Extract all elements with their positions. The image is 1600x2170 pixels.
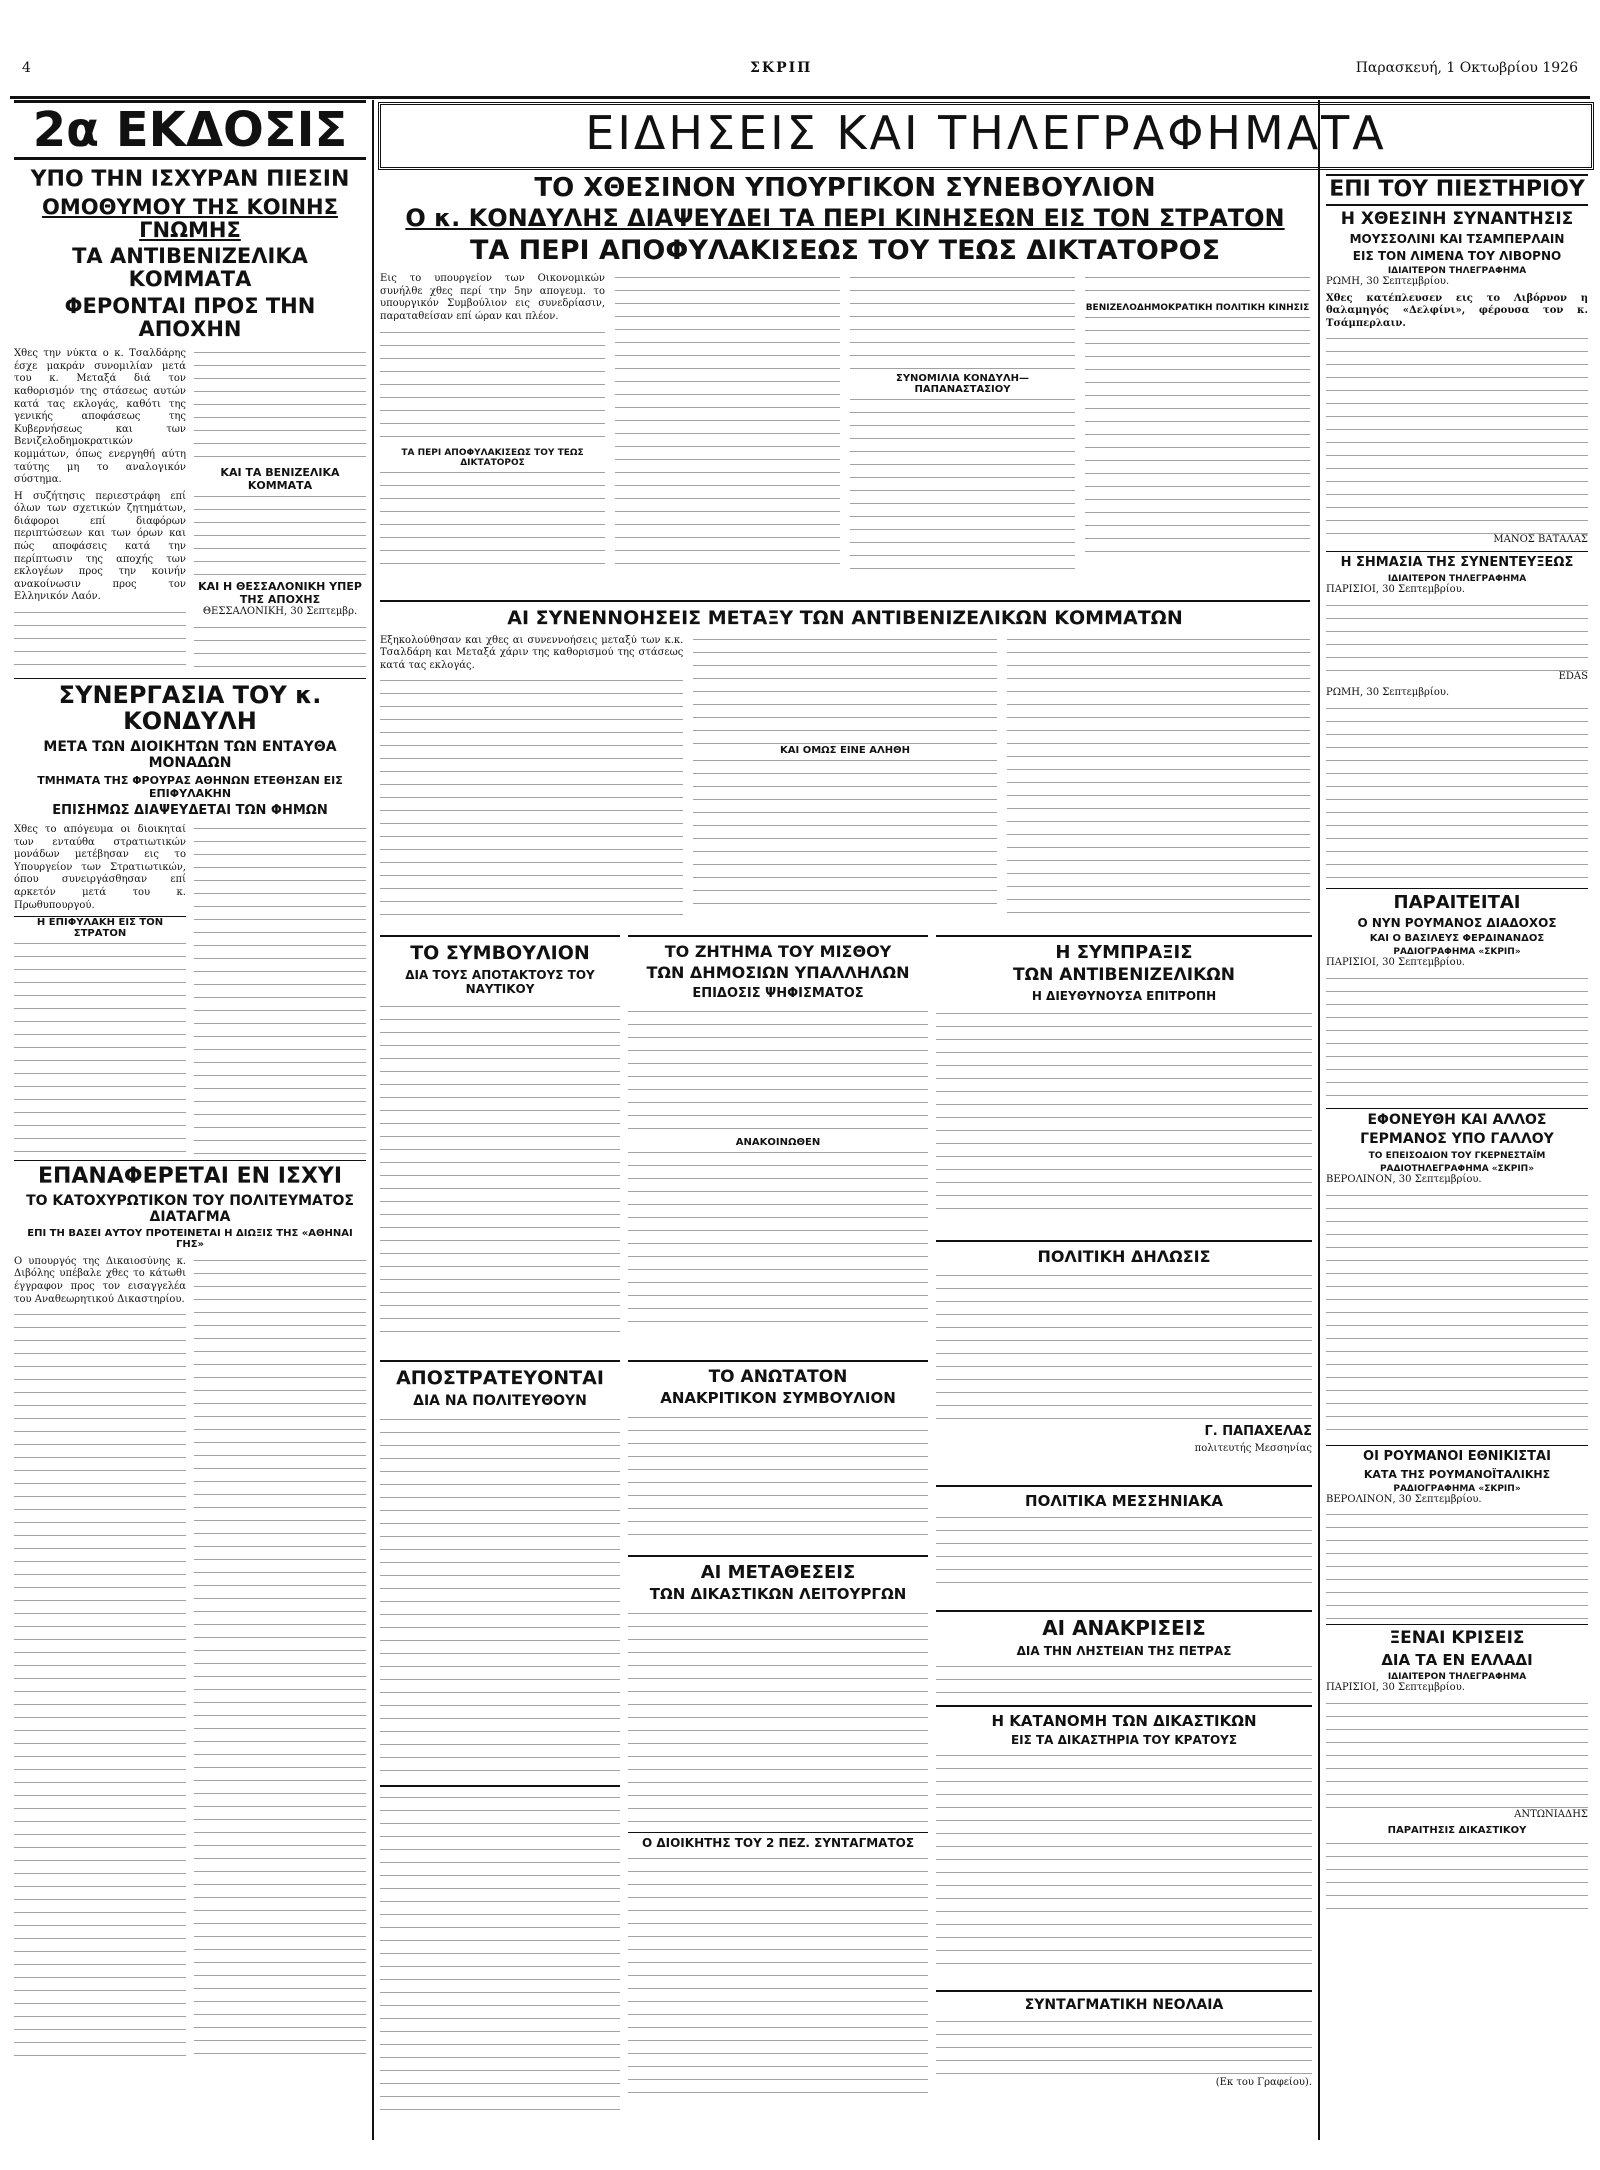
body-text-block bbox=[380, 468, 605, 568]
subheadline: Ο κ. ΚΟΝΔΥΛΗΣ ΔΙΑΨΕΥΔΕΙ ΤΑ ΠΕΡΙ ΚΙΝΗΣΕΩΝ ΕΙΣ ΤΟΝ ΣΤΡΑΤΟΝ bbox=[405, 204, 1285, 233]
subheadline: ΓΕΡΜΑΝΟΣ ΥΠΟ ΓΑΛΛΟΥ bbox=[1360, 1131, 1554, 1148]
investigations-article bbox=[936, 1610, 1312, 1702]
section-heading: ΚΑΙ Η ΘΕΣΣΑΛΟΝΙΚΗ ΥΠΕΡ ΤΗΣ ΑΠΟΧΗΣ bbox=[198, 580, 362, 607]
body-text-block bbox=[380, 676, 683, 924]
body-text-block bbox=[1326, 334, 1588, 534]
article-paragraph: Χθες κατέπλευσεν εις το Λιβόρνον η θαλαμηγός «Δελφίνι», φέρουσα τον κ. Τσάμπερλαιν. bbox=[1326, 292, 1588, 329]
body-text-block bbox=[194, 1256, 366, 2056]
body-text-block bbox=[693, 635, 996, 745]
body-text-block bbox=[14, 608, 186, 674]
section-banner bbox=[378, 102, 1594, 170]
body-text-block bbox=[1326, 974, 1588, 1104]
headline-line: ΤΑ ΑΝΤΙΒΕΝΙΖΕΛΙΚΑ ΚΟΜΜΑΤΑ bbox=[72, 244, 308, 292]
body-text-block bbox=[1326, 1699, 1588, 1809]
continued-article bbox=[380, 1785, 620, 2117]
subheadline: Η ΔΙΕΥΘΥΝΟΥΣΑ ΕΠΙΤΡΟΠΗ bbox=[1031, 988, 1217, 1003]
body-text-block bbox=[628, 1609, 928, 1829]
subheadline: ΔΙΑ ΝΑ ΠΟΛΙΤΕΥΘΟΥΝ bbox=[413, 1392, 587, 1409]
body-text-block bbox=[936, 1271, 1312, 1421]
wire-label: ΙΔΙΑΙΤΕΡΟΝ ΤΗΛΕΓΡΑΦΗΜΑ bbox=[1387, 1671, 1527, 1682]
agency: ΕDAS bbox=[1558, 670, 1588, 682]
subheadline: ΔΙΑ ΤΗΝ ΛΗΣΤΕΙΑΝ ΤΗΣ ΠΕΤΡΑΣ bbox=[1016, 1643, 1232, 1658]
subheadline: ΤΩΝ ΔΙΚΑΣΤΙΚΩΝ ΛΕΙΤΟΥΡΓΩΝ bbox=[649, 1585, 907, 1604]
dateline: ΡΩΜΗ, 30 Σεπτεμβρίου. bbox=[1326, 687, 1450, 699]
subheadline: ΤΑ ΠΕΡΙ ΑΠΟΦΥΛΑΚΙΣΕΩΣ ΤΟΥ ΤΕΩΣ ΔΙΚΤΑΤΟΡΟΣ bbox=[469, 234, 1221, 266]
body-text-block bbox=[380, 1002, 620, 1332]
source-note: (Εκ του Γραφείου). bbox=[1215, 2077, 1312, 2089]
body-text-block bbox=[380, 1415, 620, 1775]
subheadline: ΕΙΣ ΤΟΝ ΛΙΜΕΝΑ ΤΟΥ ΛΙΒΟΡΝΟ bbox=[1352, 249, 1562, 264]
body-text-block bbox=[194, 824, 366, 1154]
headline-line: ΟΜΟΘΥΜΟΥ ΤΗΣ ΚΟΙΝΗΣ ΓΝΩΜΗΣ bbox=[42, 195, 338, 242]
wire-label: ΡΑΔΙΟΤΗΛΕΓΡΑΦΗΜΑ «ΣΚΡΙΠ» bbox=[1379, 1164, 1535, 1175]
subheadline: ΕΠΙ ΤΗ ΒΑΣΕΙ ΑΥΤΟΥ ΠΡΟΤΕΙΝΕΤΑΙ Η ΔΙΩΞΙΣ ΤΗΣ «ΑΘΗΝΑΙ ΓΗΣ» bbox=[27, 1227, 353, 1250]
body-text-block bbox=[628, 1854, 928, 2094]
body-text-block bbox=[194, 623, 366, 674]
body-text-block bbox=[850, 273, 1075, 373]
headline: ΕΠΙ ΤΟΥ ΠΙΕΣΤΗΡΙΟΥ bbox=[1326, 174, 1588, 206]
dateline: ΠΑΡΙΣΙΟΙ, 30 Σεπτεμβρίου. bbox=[1326, 1681, 1465, 1693]
signature: Γ. ΠΑΠΑΧΕΛΑΣ bbox=[1204, 1424, 1312, 1440]
headline: ΠΟΛΙΤΙΚΑ ΜΕΣΣΗΝΙΑΚΑ bbox=[1025, 1492, 1223, 1510]
dateline: ΘΕΣΣΑΛΟΝΙΚΗ, 30 Σεπτεμβρ. bbox=[202, 606, 358, 618]
wire-label: ΙΔΙΑΙΤΕΡΟΝ ΤΗΛΕΓΡΑΦΗΜΑ bbox=[1387, 266, 1527, 277]
column-rule bbox=[372, 100, 374, 2140]
body-text-block bbox=[1007, 635, 1310, 925]
headline: ΤΟ ΧΘΕΣΙΝΟΝ ΥΠΟΥΡΓΙΚΟΝ ΣΥΝΕΒΟΥΛΙΟΝ bbox=[534, 173, 1156, 203]
body-text-block bbox=[380, 1793, 620, 2113]
section-heading: ΤΑ ΠΕΡΙ ΑΠΟΦΥΛΑΚΙΣΕΩΣ ΤΟΥ ΤΕΩΣ ΔΙΚΤΑΤΟΡΟΣ bbox=[401, 447, 584, 468]
transfers-article bbox=[628, 1555, 928, 2117]
headline: ΠΑΡΑΙΤΕΙΤΑΙ bbox=[1393, 891, 1521, 913]
body-text-block bbox=[936, 1513, 1312, 1593]
body-text-block bbox=[1326, 1510, 1588, 1620]
body-text-block bbox=[194, 348, 366, 466]
edition-banner: 2α ΕΚΔΟΣΙΣ bbox=[14, 100, 366, 160]
body-text-block bbox=[14, 939, 186, 1156]
headline: ΤΟ ΖΗΤΗΜΑ ΤΟΥ ΜΙΣΘΟΥ bbox=[664, 942, 892, 961]
subheadline: ΜΕΤΑ ΤΩΝ ΔΙΟΙΚΗΤΩΝ ΤΩΝ ΕΝΤΑΥΘΑ ΜΟΝΑΔΩΝ bbox=[43, 738, 337, 771]
section-heading: Η ΕΠΙΦΥΛΑΚΗ ΕΙΣ ΤΟΝ ΣΤΡΑΤΟΝ bbox=[14, 916, 186, 939]
body-text-block bbox=[14, 1310, 186, 2056]
body-text-block bbox=[1326, 601, 1588, 671]
subheadline: ΤΩΝ ΑΝΤΙΒΕΝΙΖΕΛΙΚΩΝ bbox=[1013, 965, 1235, 986]
headline: ΑΙ ΣΥΝΕΝΝΟΗΣΕΙΣ ΜΕΤΑΞΥ ΤΩΝ ΑΝΤΙΒΕΝΙΖΕΛΙΚΩΝ ΚΟΜΜΑΤΩΝ bbox=[507, 607, 1183, 629]
supreme-article bbox=[628, 1360, 928, 1552]
salary-article bbox=[628, 935, 928, 1357]
section-heading: ΚΑΙ ΤΑ ΒΕΝΙΖΕΛΙΚΑ ΚΟΜΜΑΤΑ bbox=[220, 466, 340, 493]
left-column bbox=[14, 100, 366, 2150]
subheadline: ΔΙΑ ΤΟΥΣ ΑΠΟΤΑΚΤΟΥΣ ΤΟΥ ΝΑΥΤΙΚΟΥ bbox=[405, 967, 595, 996]
subheadline: ΕΠΙΣΗΜΩΣ ΔΙΑΨΕΥΔΕΤΑΙ ΤΩΝ ΦΗΜΩΝ bbox=[52, 802, 328, 818]
subheadline: Η ΧΘΕΣΙΝΗ ΣΥΝΑΝΤΗΣΙΣ bbox=[1340, 208, 1574, 229]
wire-label: ΡΑΔΙΟΓΡΑΦΗΜΑ «ΣΚΡΙΠ» bbox=[1393, 1483, 1521, 1494]
article-paragraph: Χθες το απόγευμα οι διοικηταί των ενταύθα στρατιωτικών μονάδων μετέβησαν εις το Υπουργείον των Στρατιωτικών, όπου συνειργάσθησαν επί αρκετόν μετά του κ. Πρωθυπουργού. bbox=[14, 823, 186, 911]
body-text-block bbox=[936, 2017, 1312, 2077]
headline: ΑΙ ΑΝΑΚΡΙΣΕΙΣ bbox=[1042, 1616, 1206, 1640]
headline: ΟΙ ΡΟΥΜΑΝΟΙ ΕΘΝΙΚΙΣΤΑΙ bbox=[1363, 1448, 1551, 1464]
wire-label: ΡΑΔΙΟΓΡΑΦΗΜΑ «ΣΚΡΙΠ» bbox=[1393, 947, 1521, 958]
body-text-block bbox=[1326, 704, 1588, 884]
political-article bbox=[936, 1240, 1312, 1482]
issue-date: Παρασκευή, 1 Οκτωβρίου 1926 bbox=[1355, 60, 1578, 76]
page-number: 4 bbox=[22, 60, 31, 76]
body-text-block bbox=[936, 1009, 1312, 1219]
headline: ΑΠΟΣΤΡΑΤΕΥΟΝΤΑΙ bbox=[396, 1367, 604, 1389]
body-text-block bbox=[628, 1148, 928, 1328]
section-heading: Ο ΔΙΟΙΚΗΤΗΣ ΤΟΥ 2 ΠΕΖ. ΣΥΝΤΑΓΜΑΤΟΣ bbox=[628, 1832, 928, 1850]
body-text-block bbox=[1326, 1191, 1588, 1441]
article-paragraph: Ο υπουργός της Δικαιοσύνης κ. Διβόλης υπέβαλε χθες το κάτωθι έγγραφον προς τον εισαγγελέα του Αναθεωρητικού Δικαστηρίου. bbox=[14, 1255, 186, 1305]
headline: ΠΟΛΙΤΙΚΗ ΔΗΛΩΣΙΣ bbox=[1037, 1247, 1211, 1266]
masthead bbox=[10, 56, 1590, 99]
dateline: ΡΩΜΗ, 30 Σεπτεμβρίου. bbox=[1326, 276, 1450, 288]
headline-line: ΦΕΡΟΝΤΑΙ ΠΡΟΣ ΤΗΝ ΑΠΟΧΗΝ bbox=[64, 293, 316, 341]
subheadline: ΤΩΝ ΔΗΜΟΣΙΩΝ ΥΠΑΛΛΗΛΩΝ bbox=[646, 963, 910, 983]
signature: ΜΑΝΟΣ ΒΑΤΑΛΑΣ bbox=[1493, 534, 1588, 546]
subheadline: ΜΟΥΣΣΟΛΙΝΙ ΚΑΙ ΤΣΑΜΠΕΡΛΑΙΝ bbox=[1349, 232, 1565, 247]
body-text-block bbox=[380, 328, 605, 448]
messinia-article bbox=[936, 1485, 1312, 1607]
headline: ΕΦΟΝΕΥΘΗ ΚΑΙ ΑΛΛΟΣ bbox=[1367, 1111, 1547, 1128]
headline: ΤΟ ΑΝΩΤΑΤΟΝ bbox=[708, 1367, 848, 1387]
headline: ΤΟ ΣΥΜΒΟΥΛΙΟΝ bbox=[410, 942, 590, 964]
dateline: ΠΑΡΙΣΙΟΙ, 30 Σεπτεμβρίου. bbox=[1326, 957, 1465, 969]
body-text-block bbox=[693, 756, 996, 916]
headline: ΣΥΝΕΡΓΑΣΙΑ ΤΟΥ κ. ΚΟΝΔΥΛΗ bbox=[58, 681, 322, 736]
cabinet-article bbox=[380, 170, 1310, 600]
demob-article bbox=[380, 1360, 620, 1782]
section-heading: ΒΕΝΙΖΕΛΟΔΗΜΟΚΡΑΤΙΚΗ ΠΟΛΙΤΙΚΗ ΚΙΝΗΣΙΣ bbox=[1085, 303, 1310, 314]
headline: ΕΠΑΝΑΦΕΡΕΤΑΙ ΕΝ ΙΣΧΥΙ bbox=[37, 1163, 343, 1189]
agreements-article bbox=[380, 600, 1310, 932]
headline: Η ΣΗΜΑΣΙΑ ΤΗΣ ΣΥΝΕΝΤΕΥΞΕΩΣ bbox=[1340, 555, 1574, 571]
body-text-block bbox=[936, 1662, 1312, 1702]
section-heading: ΣΥΝΟΜΙΛΙΑ ΚΟΝΔΥΛΗ—ΠΑΠΑΝΑΣΤΑΣΙΟΥ bbox=[895, 373, 1029, 396]
youth-article bbox=[936, 1990, 1312, 2117]
body-text-block bbox=[1085, 273, 1310, 303]
body-text-block bbox=[1326, 1839, 1588, 1909]
body-text-block bbox=[628, 1413, 928, 1543]
article-paragraph: Εξηκολούθησαν και χθες αι συνεννοήσεις μεταξύ των κ.κ. Τσαλδάρη και Μεταξά χάριν της καθορισμού της στάσεως κατά τας εκλογάς. bbox=[380, 634, 684, 671]
subheadline: ΕΠΙΔΟΣΙΣ ΨΗΦΙΣΜΑΤΟΣ bbox=[692, 985, 864, 1001]
column-rule bbox=[1318, 100, 1320, 2140]
signature: ΑΝΤΩΝΙΑΔΗΣ bbox=[1514, 1808, 1588, 1820]
section-heading: ΠΑΡΑΙΤΗΣΙΣ ΔΙΚΑΣΤΙΚΟΥ bbox=[1387, 1825, 1527, 1837]
body-text-block bbox=[194, 492, 366, 580]
body-text-block bbox=[850, 395, 1075, 573]
subheadline: ΔΙΑ ΤΑ ΕΝ ΕΛΛΑΔΙ bbox=[1381, 1650, 1533, 1669]
body-text-block bbox=[1085, 313, 1310, 563]
subheadline: Ο ΝΥΝ ΡΟΥΜΑΝΟΣ ΔΙΑΔΟΧΟΣ bbox=[1357, 916, 1557, 931]
dateline: ΒΕΡΟΛΙΝΟΝ, 30 Σεπτεμβρίου. bbox=[1326, 1493, 1482, 1505]
body-text-block bbox=[615, 273, 840, 573]
right-column bbox=[1326, 170, 1588, 2130]
navy-article bbox=[380, 935, 620, 1357]
body-text-block bbox=[936, 1751, 1312, 1971]
lead-paragraph: Η συζήτησις περιεστράφη επί όλων των σχετικών ζητημάτων, διάφοροι επί διαφόρων περιπτώσεων και των όρων και πώς αποφάσεις κατά την περίπτωσιν της αποχής των εκλογέων προς την κοινήν ανακοίνωσιν προς τον Ελληνικόν Λαόν. bbox=[14, 490, 186, 603]
body-text-block bbox=[628, 1007, 928, 1137]
subheadline: ΑΝΑΚΡΙΤΙΚΟΝ ΣΥΜΒΟΥΛΙΟΝ bbox=[660, 1389, 896, 1408]
signature-title: πολιτευτής Μεσσηνίας bbox=[1194, 1443, 1312, 1455]
banner-title: ΕΙΔΗΣΕΙΣ ΚΑΙ ΤΗΛΕΓΡΑΦΗΜΑΤΑ bbox=[585, 106, 1387, 160]
subheadline: ΚΑΤΑ ΤΗΣ ΡΟΥΜΑΝΟΪΤΑΛΙΚΗΣ bbox=[1363, 1467, 1551, 1481]
headline: ΣΥΝΤΑΓΜΑΤΙΚΗ ΝΕΟΛΑΙΑ bbox=[1024, 1997, 1224, 2013]
headline: Η ΣΥΜΠΡΑΞΙΣ bbox=[1055, 942, 1193, 963]
subheadline: ΤΟ ΕΠΕΙΣΟΔΙΟΝ ΤΟΥ ΓΚΕΡΝΕΣΤΑΪΜ bbox=[1368, 1151, 1546, 1162]
headline: ΞΕΝΑΙ ΚΡΙΣΕΙΣ bbox=[1389, 1628, 1525, 1649]
subheadline: ΤΜΗΜΑΤΑ ΤΗΣ ΦΡΟΥΡΑΣ ΑΘΗΝΩΝ ΕΤΕΘΗΣΑΝ ΕΙΣ ΕΠΙΦΥΛΑΚΗΝ bbox=[37, 773, 343, 800]
dateline: ΠΑΡΙΣΙΟΙ, 30 Σεπτεμβρίου. bbox=[1326, 584, 1465, 596]
judicial-article bbox=[936, 1705, 1312, 1987]
subheadline: ΚΑΙ Ο ΒΑΣΙΛΕΥΣ ΦΕΡΔΙΝΑΝΔΟΣ bbox=[1369, 933, 1545, 945]
subheadline: ΤΟ ΚΑΤΟΧΥΡΩΤΙΚΟΝ ΤΟΥ ΠΟΛΙΤΕΥΜΑΤΟΣ ΔΙΑΤΑΓΜΑ bbox=[26, 1192, 354, 1225]
sympathy-article bbox=[936, 935, 1312, 1237]
section-heading: ΚΑΙ ΟΜΩΣ ΕΙΝΕ ΑΛΗΘΗ bbox=[780, 744, 910, 756]
subheadline: ΕΙΣ ΤΑ ΔΙΚΑΣΤΗΡΙΑ ΤΟΥ ΚΡΑΤΟΥΣ bbox=[1010, 1733, 1238, 1748]
dateline: ΒΕΡΟΛΙΝΟΝ, 30 Σεπτεμβρίου. bbox=[1326, 1174, 1482, 1186]
section-heading: ΑΝΑΚΟΙΝΩΘΕΝ bbox=[735, 1136, 821, 1148]
wire-label: ΙΔΙΑΙΤΕΡΟΝ ΤΗΛΕΓΡΑΦΗΜΑ bbox=[1387, 574, 1527, 585]
headline: Η ΚΑΤΑΝΟΜΗ ΤΩΝ ΔΙΚΑΣΤΙΚΩΝ bbox=[991, 1712, 1257, 1730]
headline-line: ΥΠΟ ΤΗΝ ΙΣΧΥΡΑΝ ΠΙΕΣΙΝ bbox=[30, 167, 350, 193]
article-paragraph: Εις το υπουργείον των Οικονομικών συνήλθε χθες περί την 5ην απογευμ. το υπουργικόν Συμβούλιον εις συνεδρίασιν, παραταθείσαν επί ώραν και πλέον. bbox=[380, 273, 605, 322]
headline: ΑΙ ΜΕΤΑΘΕΣΕΙΣ bbox=[700, 1562, 856, 1583]
paper-name: ΣΚΡΙΠ bbox=[750, 60, 813, 76]
lead-paragraph: Χθες την νύκτα ο κ. Τσαλδάρης έσχε μακράν συνομιλίαν μετά του κ. Μεταξά διά τον καθορισμόν της στάσεως αυτών κατά τας εκλογάς, καθότι της γενικής αποφάσεως της Κυβερνήσεως και των Βενιζελοδημοκρατικών κομμάτων, όπως ενεργηθή αύτη ταύτης μη το αναλογικόν σύστημα. bbox=[14, 348, 186, 486]
